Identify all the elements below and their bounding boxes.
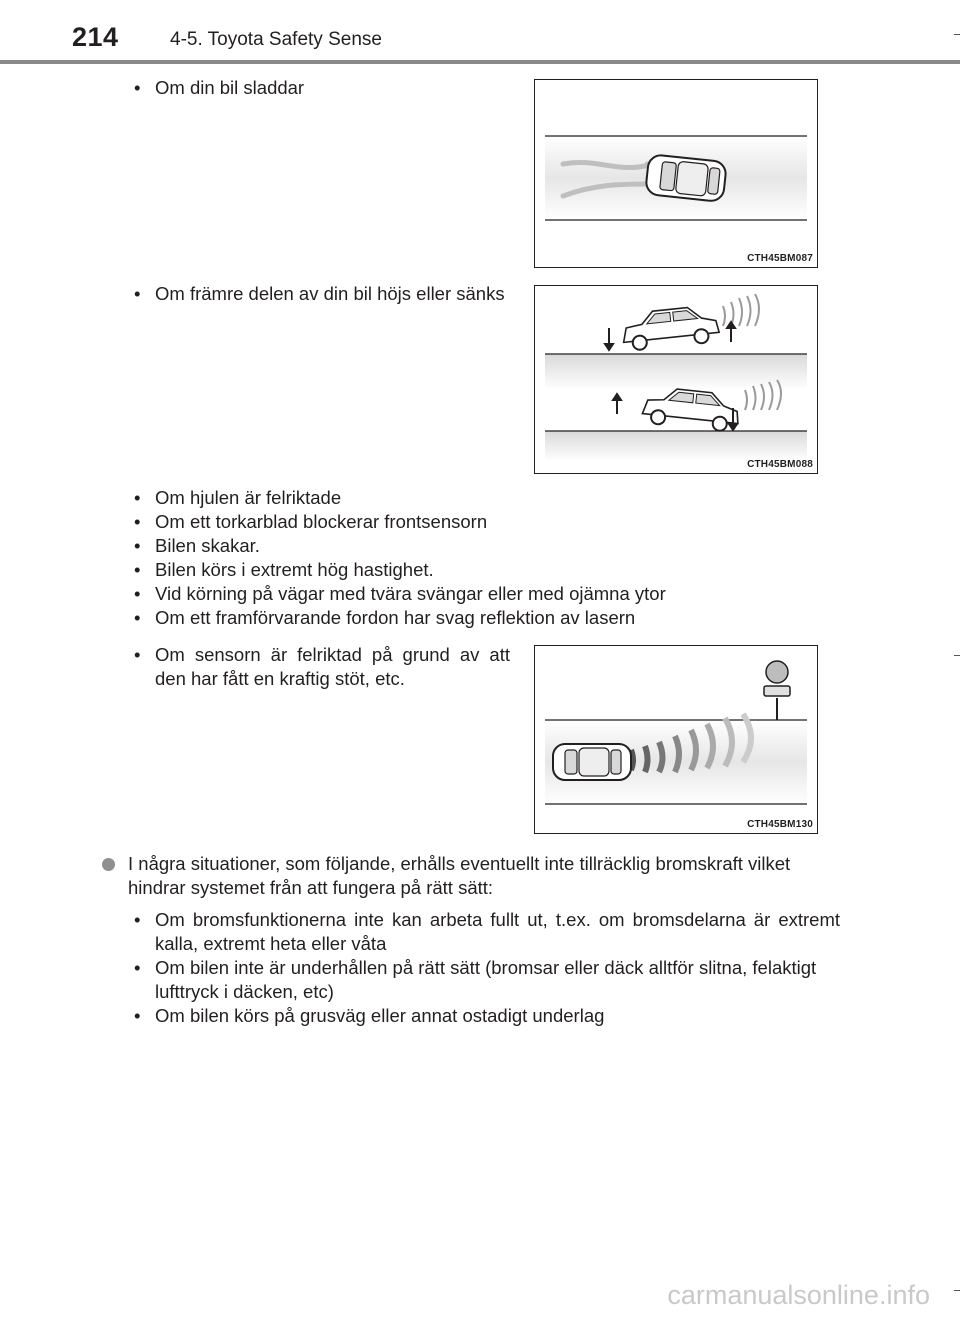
bullet-item: • Om främre delen av din bil höjs eller sänks: [126, 282, 510, 306]
list-item: • Om bilen körs på grusväg eller annat ostadigt underlag: [126, 1004, 840, 1028]
watermark: carmanualsonline.info: [667, 1280, 930, 1310]
list-item: • Om ett framförvarande fordon har svag reflektion av lasern: [126, 606, 846, 630]
bullet-skidding: [126, 76, 510, 100]
list-item: • Bilen skakar.: [126, 534, 846, 558]
crop-mark: [954, 655, 960, 656]
list-item: • Om ett torkarblad blockerar frontsensorn: [126, 510, 846, 534]
bullet-item: • Om sensorn är felriktad på grund av att den har fått en kraftig stöt, etc.: [126, 643, 510, 691]
braking-force-note: [112, 852, 852, 900]
list-item: • Bilen körs i extremt hög hastighet.: [126, 558, 846, 582]
crop-mark: [954, 34, 960, 35]
figure-code: CTH45BM087: [747, 253, 813, 264]
figure-sensor-misaligned: [534, 645, 818, 834]
list-item: • Vid körning på vägar med tvära svängar eller med ojämna ytor: [126, 582, 846, 606]
bullet-front-raised: [126, 282, 510, 306]
condition-list: [126, 486, 846, 630]
circle-bullet-icon: [102, 858, 115, 871]
misaligned-sensor-illustration: [535, 646, 817, 833]
bullet-sensor-misaligned: [126, 643, 510, 691]
figure-front-raised: [534, 285, 818, 474]
figure-skidding: [534, 79, 818, 268]
pitching-car-illustration: [535, 286, 817, 473]
section-title: 4-5. Toyota Safety Sense: [170, 29, 382, 50]
list-item: • Om bromsfunktionerna inte kan arbeta fullt ut, t.ex. om bromsdelarna är extremt kalla, extremt heta eller våta: [126, 908, 840, 956]
header-rule: [0, 60, 960, 64]
bullet-item: • Om din bil sladdar: [126, 76, 510, 100]
note-text: I några situationer, som följande, erhålls eventuellt inte tillräcklig bromskraft vilket hindrar systemet från att fungera på rätt sätt:: [128, 853, 791, 898]
crop-mark: [954, 1290, 960, 1291]
figure-code: CTH45BM130: [747, 819, 813, 830]
skidding-car-illustration: [535, 80, 817, 267]
figure-code: CTH45BM088: [747, 459, 813, 470]
braking-conditions-list: [126, 908, 840, 1028]
list-item: • Om bilen inte är underhållen på rätt sätt (bromsar eller däck alltför slitna, felaktigt lufttryck i däcken, etc): [126, 956, 840, 1004]
page-number: 214: [72, 22, 119, 52]
list-item: • Om hjulen är felriktade: [126, 486, 846, 510]
